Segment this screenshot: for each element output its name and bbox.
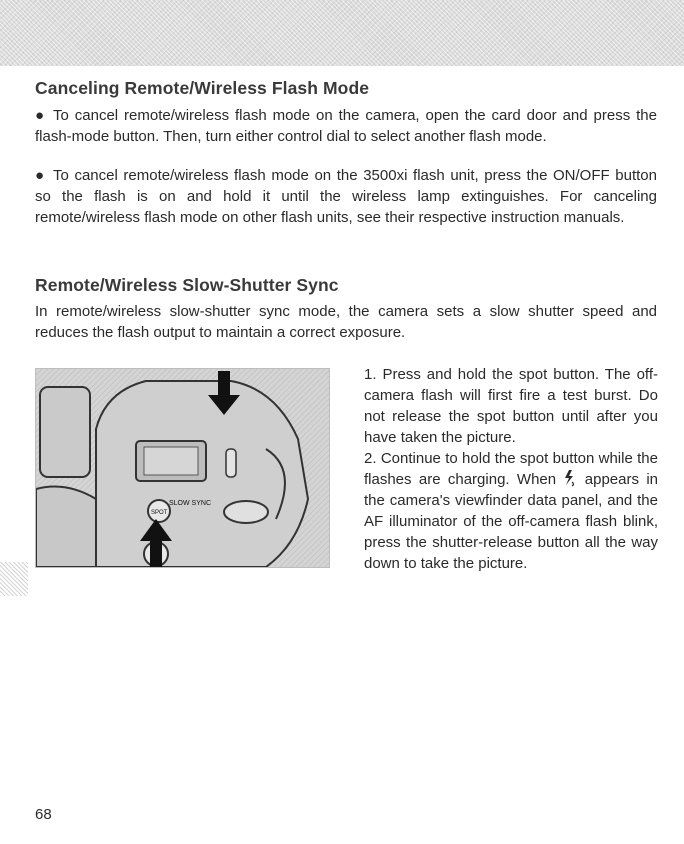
bullet-text-flash-unit: To cancel remote/wireless flash mode on the 3500xi flash unit, press the ON/OFF button so the flash is on and hold it until the wireless lamp extinguishes. For canceling remote/wireless flash mode on other flash units, see their respective instruction manuals. xyxy=(35,167,657,226)
header-band xyxy=(0,0,684,66)
step-2 xyxy=(364,448,658,574)
slow-sync-label: SLOW SYNC xyxy=(169,500,212,507)
bullet-text-camera: To cancel remote/wireless flash mode on the camera, open the card door and press the flash-mode button. Then, turn either control dial to select another flash mode. xyxy=(35,107,657,145)
a-button-label: A xyxy=(152,550,159,560)
bullet-icon: ● xyxy=(35,107,45,124)
step-2-text-before: 2. Continue to hold the spot button while the flashes are charging. When xyxy=(364,450,658,488)
step-2-text-after: appears in the camera's viewfinder data panel, and the AF illuminator of the off-camera flash blink, press the shutter-release button all the way down to take the picture. xyxy=(364,471,658,572)
section-heading-slow-sync: Remote/Wireless Slow-Shutter Sync xyxy=(35,275,339,295)
spot-label: SPOT xyxy=(151,510,168,516)
section-heading-canceling: Canceling Remote/Wireless Flash Mode xyxy=(35,78,370,98)
camera-photo xyxy=(35,368,330,568)
flash-ready-icon xyxy=(563,471,577,488)
bullet-icon: ● xyxy=(35,167,45,184)
bullet-paragraph-camera xyxy=(35,105,657,147)
instruction-steps xyxy=(364,364,658,574)
bullet-paragraph-flash-unit xyxy=(35,165,657,228)
margin-texture xyxy=(0,562,28,596)
step-1: 1. Press and hold the spot button. The off-camera flash will first fire a test burst. Do not release the spot button until after you have taken the picture. xyxy=(364,366,658,446)
page-number: 68 xyxy=(35,806,52,823)
intro-paragraph: In remote/wireless slow-shutter sync mode, the camera sets a slow shutter speed and reduces the flash output to maintain a correct exposure. xyxy=(35,303,657,341)
